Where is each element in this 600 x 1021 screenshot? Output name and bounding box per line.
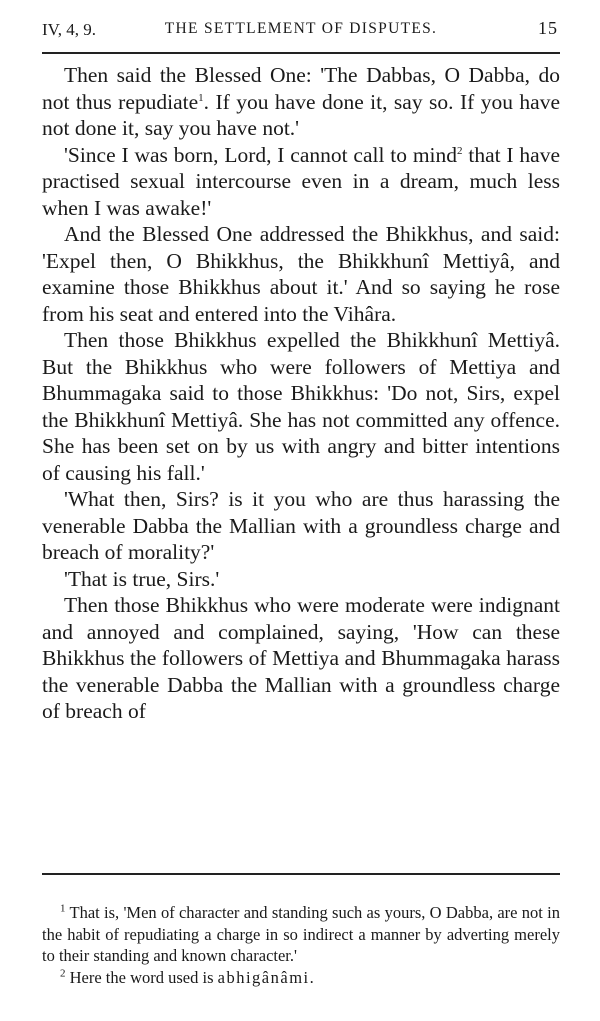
paragraph: 'What then, Sirs? is it you who are thus harassing the venerable Dabba the Mallian with a groundless charge and breach of morality?' [42,487,560,564]
footnote-mark: 2 [60,967,66,979]
footnote: $^1$ That is, 'Men of character and standing such as yours, O Dabba, are not in the habit of repudiating a charge in so indirect a manner by adverting merely to their standing and known character.' [42,902,560,965]
running-title: THE SETTLEMENT OF DISPUTES. [164,20,438,37]
footnotes [42,902,560,988]
paragraph: 'That is true, Sirs.' [64,566,220,591]
running-header [42,18,560,42]
pali-term: abhigânâmi [217,967,310,987]
footnote-mark: 1 [60,902,66,915]
footnote-rule [42,873,560,875]
header-rule [42,52,560,54]
main-text [42,62,560,725]
paragraph: Then those Bhikkhus who were moderate were indignant and annoyed and complained, saying, 'How can these Bhikkhus the followers of Mettiya and Bhummagaka harass the venerable Dabba the Mallian with a groundless charge of breach of [42,593,560,723]
paragraph: 'Since I was born, Lord, I cannot call to mind$^2$ that I have practised sexual intercourse even in a dream, much less when I was awake!' [42,142,560,220]
footnote-ref[interactable]: 1 [198,91,204,104]
paragraph: And the Blessed One addressed the Bhikkhus, and said: 'Expel then, O Bhikkhus, the Bhikkhunî Mettiyâ, and examine those Bhikkhus about it.' And so saying he rose from his seat and entered into the Vihâra. [42,222,560,326]
page-number: 15 [538,18,558,38]
paragraph: Then said the Blessed One: 'The Dabbas, O Dabba, do not thus repudiate$^1$. If you have done it, say so. If you have not done it, say you have not.' [42,63,560,140]
paragraph: Then those Bhikkhus expelled the Bhikkhunî Mettiyâ. But the Bhikkhus who were followers of Mettiya and Bhummagaka said to those Bhikkhus: 'Do not, Sirs, expel the Bhikkhunî Mettiyâ. She has not committed any offence. She has been set on by us with angry and bitter intentions of causing his fall.' [42,328,560,485]
chapter-reference: IV, 4, 9. [42,20,96,39]
footnote: $^2$ Here the word used is abhigânâmi. [60,967,314,987]
footnote-ref[interactable]: 2 [457,144,463,157]
